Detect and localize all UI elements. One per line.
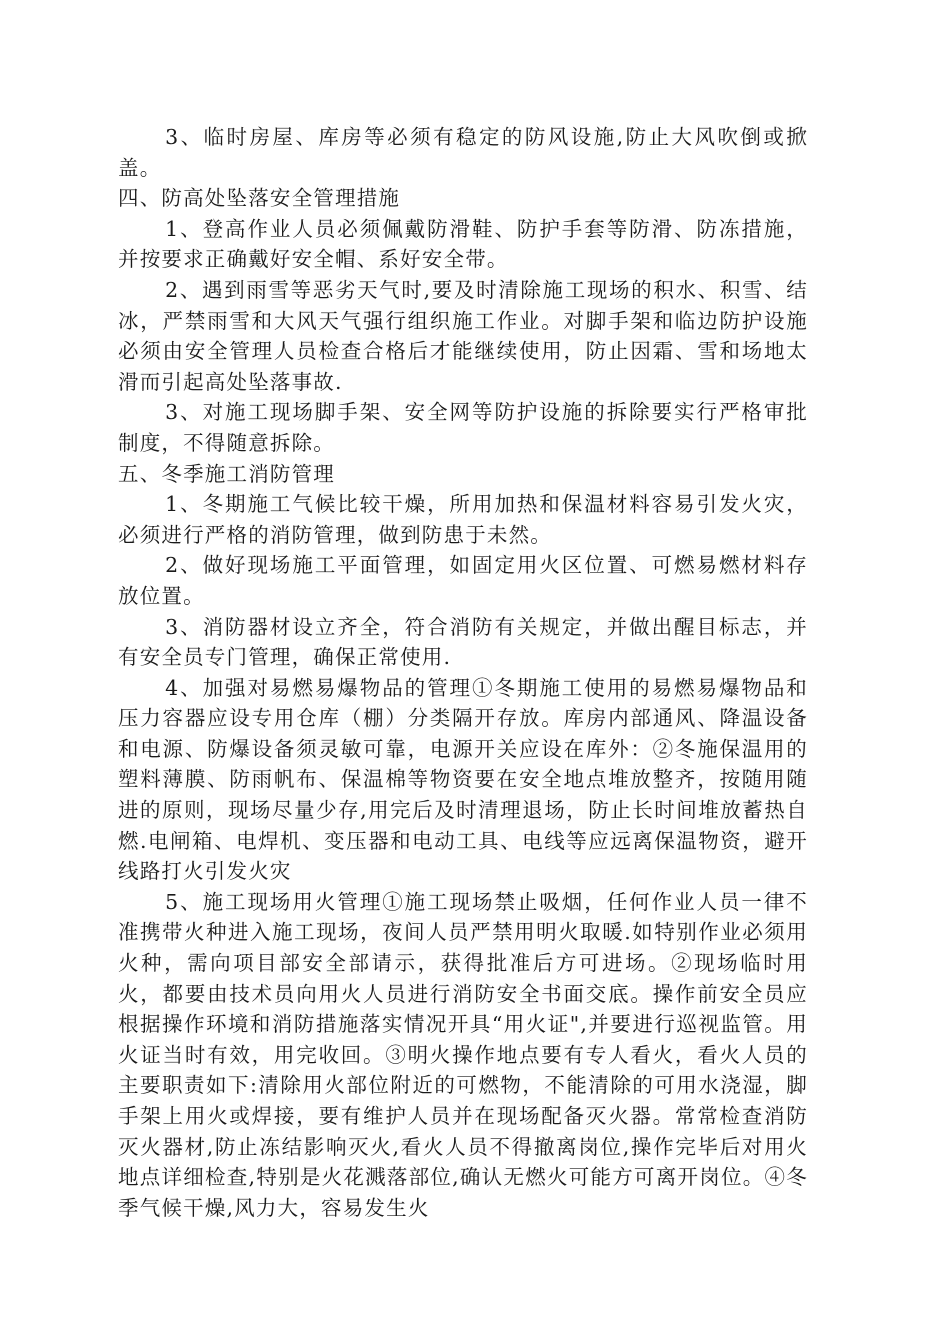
paragraph: 3、临时房屋、库房等必须有稳定的防风设施,防止大风吹倒或掀盖。 [118,125,808,180]
paragraph: 1、冬期施工气候比较干燥，所用加热和保温材料容易引发火灾，必须进行严格的消防管理，做到防患于未然。 [118,492,808,547]
section-heading: 四、防高处坠落安全管理措施 [118,186,401,211]
paragraph: 5、施工现场用火管理①施工现场禁止吸烟，任何作业人员一律不准携带火种进入施工现场，夜间人员严禁用明火取暖.如特别作业必须用火种，需向项目部安全部请示，获得批准后方可进场。②现场临时用火，都要由技术员向用火人员进行消防安全书面交底。操作前安全员应根据操作环境和消防措施落实情况开具“用火证",并要进行巡视监管。用火证当时有效，用完收回。③明火操作地点要有专人看火，看火人员的主要职责如下:清除用火部位附近的可燃物，不能清除的可用水浇湿，脚手架上用火或焊接，要有维护人员并在现场配备灭火器。常常检查消防灭火器材,防止冻结影响灭火,看火人员不得撤离岗位,操作完毕后对用火地点详细检查,特别是火花溅落部位,确认无燃火可能方可离开岗位。④冬季气候干燥,风力大，容易发生火 [118,889,808,1220]
paragraph: 1、登高作业人员必须佩戴防滑鞋、防护手套等防滑、防冻措施，并按要求正确戴好安全帽、系好安全带。 [118,216,808,272]
paragraph: 3、对施工现场脚手架、安全网等防护设施的拆除要实行严格审批制度，不得随意拆除。 [118,400,808,455]
paragraph: 2、做好现场施工平面管理，如固定用火区位置、可燃易燃材料存放位置。 [118,553,808,608]
paragraph: 2、遇到雨雪等恶劣天气时,要及时清除施工现场的积水、积雪、结冰，严禁雨雪和大风天气强行组织施工作业。对脚手架和临边防护设施必须由安全管理人员检查合格后才能继续使用，防止因霜、雪和场地太滑而引起高处坠落事故. [118,277,808,394]
paragraph: 4、加强对易燃易爆物品的管理①冬期施工使用的易燃易爆物品和压力容器应设专用仓库（棚）分类隔开存放。库房内部通风、降温设备和电源、防爆设备须灵敏可靠，电源开关应设在库外：②冬施保温用的塑料薄膜、防雨帆布、保温棉等物资要在安全地点堆放整齐，按随用随进的原则，现场尽量少存,用完后及时清理退场，防止长时间堆放蓄热自燃.电闸箱、电焊机、变压器和电动工具、电线等应远离保温物资，避开线路打火引发火灾 [118,675,808,884]
paragraph: 3、消防器材设立齐全，符合消防有关规定，并做出醒目标志，并有安全员专门管理，确保正常使用. [118,614,808,670]
section-heading: 五、冬季施工消防管理 [118,461,335,486]
document-body [118,122,808,1223]
